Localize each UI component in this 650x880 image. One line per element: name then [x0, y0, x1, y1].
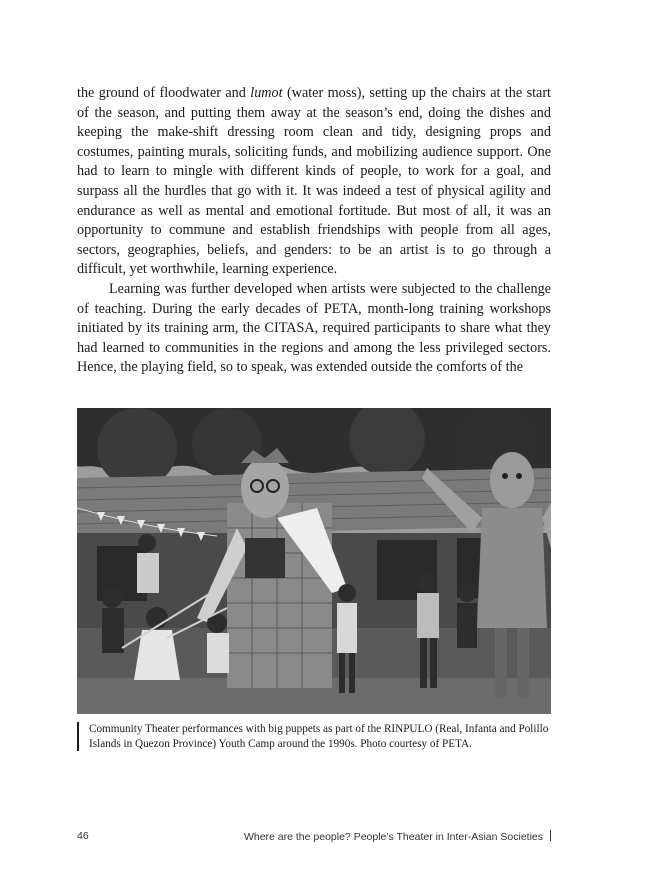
- running-title: [244, 830, 551, 843]
- paragraph-1: [77, 84, 551, 280]
- footer-divider: [550, 830, 551, 841]
- figure-caption: Community Theater performances with big puppets as part of the RINPULO (Real, Infanta and Polillo Islands in Quezon Province) Youth Camp around the 1990s. Photo courtesy of PETA.: [77, 722, 551, 751]
- paragraph-2: Learning was further developed when artists were subjected to the challenge of teaching. During the early decades of PETA, month-long training workshops initiated by its training arm, the CITASA, required participants to share what they had learned to communities in the regions and among the less privileged sectors. Hence, the playing field, so to speak, was extended outside the comforts of the: [77, 280, 551, 376]
- p1-start: the ground of floodwater and: [77, 85, 251, 101]
- page-number: 46: [77, 830, 89, 842]
- body-text: [77, 84, 551, 378]
- photo-illustration: [77, 408, 551, 714]
- running-title-text: Where are the people? People’s Theater in Inter-Asian Societies: [243, 831, 543, 843]
- figure-photo: [77, 408, 551, 714]
- p1-rest: (water moss), setting up the chairs at the start of the season, and putting them away at the season’s end, doing the dishes and keeping the make-shift dressing room clean and tidy, designing props and costumes, painting murals, soliciting funds, and mobilizing audience support. One had to learn to mingle with different kinds of people, to work for a goal, and surpass all the hurdles that go with it. It was indeed a test of physical agility and endurance as well as mental and emotional fortitude. But most of all, it was an opportunity to commune and establish friendships with people from all ages, sectors, geographies, beliefs, and genders: to be an artist is to go through a difficult, yet worthwhile, learning experience.: [77, 85, 551, 278]
- p1-emphasis-lumot: lumot: [250, 85, 283, 101]
